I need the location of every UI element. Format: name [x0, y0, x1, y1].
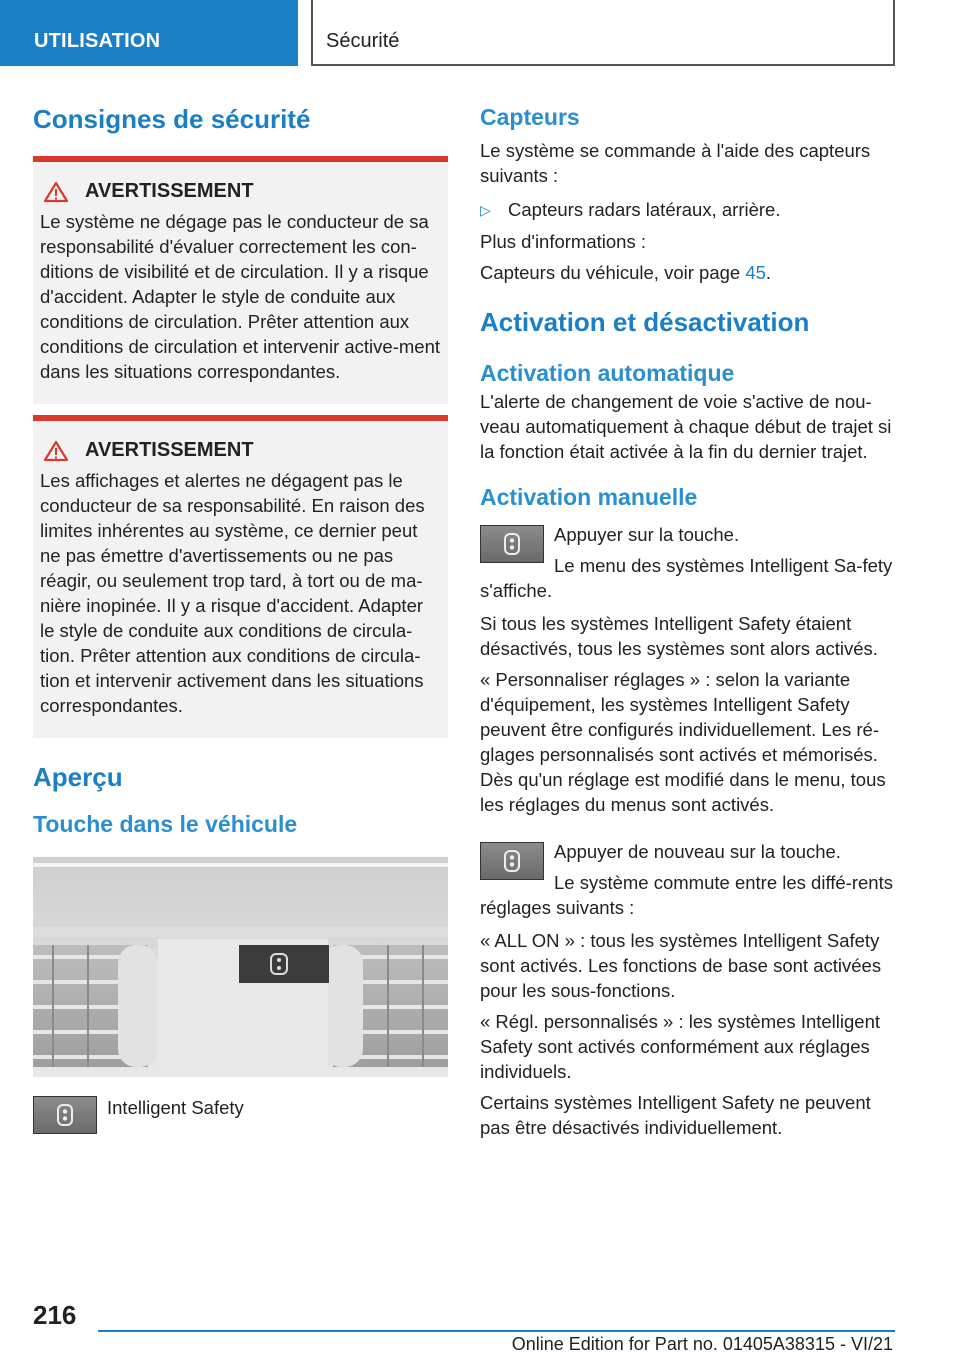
- sensors-item-text: Capteurs radars latéraux, arrière.: [508, 198, 781, 220]
- see-page-text: Capteurs du véhicule, voir page: [480, 261, 746, 283]
- more-info: Plus d'informations :: [480, 230, 646, 252]
- page-link[interactable]: 45: [745, 261, 766, 283]
- warning-triangle-icon: [43, 440, 69, 462]
- dashboard-illustration: [33, 857, 448, 1077]
- manual-activation-title: Activation manuelle: [480, 484, 698, 511]
- sensors-list-item: [480, 197, 895, 223]
- menu-text: Le menu des systèmes Intelligent Sa-fety s'affiche.: [480, 554, 893, 601]
- sensors-title: Capteurs: [480, 104, 580, 130]
- warning-label: AVERTISSEMENT: [85, 180, 254, 203]
- warning-label: AVERTISSEMENT: [85, 439, 254, 462]
- intelligent-safety-button-icon: [33, 1096, 97, 1134]
- see-page-line: [480, 260, 895, 285]
- right-column: [480, 100, 895, 1140]
- activation-title: Activation et désactivation: [480, 306, 810, 337]
- page-number: 216: [33, 1300, 77, 1330]
- section-header: [311, 0, 895, 66]
- sensors-text: Le système se commande à l'aide des capteurs suivants :: [480, 139, 871, 186]
- warning-box-2: [33, 415, 448, 738]
- intelligent-safety-button-icon: [480, 525, 544, 563]
- personal-settings-text: « Personnaliser réglages » : selon la variante d'équipement, les systèmes Intelligent Safety peuvent être configurés individuellement. Les ré-glages personnalisés sont activés et mémorisés. Dès qu'un réglage est modifié dans le menu, tous les réglages du menus sont activés.: [480, 668, 886, 815]
- switch-text: Le système commute entre les diffé-rents réglages suivants :: [480, 871, 893, 918]
- all-on-text: « ALL ON » : tous les systèmes Intelligent Safety sont activés. Les fonctions de base sont activées pour les sous-fonctions.: [480, 929, 882, 1001]
- regl-perso-text: « Régl. personnalisés » : les systèmes Intelligent Safety sont activés conformément aux réglages individuels.: [480, 1010, 881, 1082]
- chapter-tab: [0, 0, 298, 66]
- press-again-text: Appuyer de nouveau sur la touche.: [554, 840, 841, 862]
- button-caption-row: [33, 1093, 448, 1141]
- see-page-end: .: [765, 261, 772, 283]
- footer-divider: [98, 1330, 895, 1332]
- press-button-row-2: [480, 839, 895, 920]
- section-label: Sécurité: [326, 30, 400, 52]
- auto-activation-title: Activation automatique: [480, 359, 735, 386]
- warning-text: Les affichages et alertes ne dégagent pas le conducteur de sa responsabilité. En raison des limites inhérentes au système, ce dernier peut ne pas émettre d'avertissements ou ne pas réagir, ou seulement trop tard, à tort ou de ma-nière inopinée. Il y a risque d'accident. Adapter le style de conduite aux conditions de circula-tion. Prêter attention aux conditions de circula-tion et intervenir activement dans les situations correspondantes.: [40, 470, 425, 717]
- left-column: [33, 100, 448, 1141]
- warning-box-1: [33, 156, 448, 404]
- button-title: Touche dans le véhicule: [33, 811, 298, 838]
- certain-systems-text: Certains systèmes Intelligent Safety ne peuvent pas être désactivés individuellement.: [480, 1091, 871, 1138]
- overview-title: Aperçu: [33, 762, 123, 793]
- vehicle-button-photo: [33, 857, 448, 1077]
- edition-text: Online Edition for Part no. 01405A38315 - VI/21: [511, 1334, 893, 1354]
- press-button-text: Appuyer sur la touche.: [554, 523, 740, 545]
- auto-activation-text: L'alerte de changement de voie s'active de nou-veau automatiquement à chaque début de trajet si la fonction était activée à la fin du dernier trajet.: [480, 391, 892, 463]
- warning-heading: [40, 180, 440, 203]
- warning-text: Le système ne dégage pas le conducteur de sa responsabilité d'évaluer correctement les con-ditions de visibilité et de circulation. Il y a risque d'accident. Adapter le style de conduite aux conditions de circulation. Prêter attention aux conditions de circulation et intervenir active-ment dans les situations correspondantes.: [40, 211, 440, 383]
- button-caption: Intelligent Safety: [107, 1096, 244, 1118]
- warning-triangle-icon: [43, 181, 69, 203]
- if-all-off-text: Si tous les systèmes Intelligent Safety étaient désactivés, tous les systèmes sont alors activés.: [480, 612, 878, 659]
- chapter-label: UTILISATION: [34, 30, 161, 52]
- bullet-triangle-icon: ▷: [480, 201, 491, 218]
- safety-title: Consignes de sécurité: [33, 104, 311, 134]
- press-button-row-1: [480, 522, 895, 603]
- warning-heading: [40, 439, 440, 462]
- intelligent-safety-button-icon: [480, 842, 544, 880]
